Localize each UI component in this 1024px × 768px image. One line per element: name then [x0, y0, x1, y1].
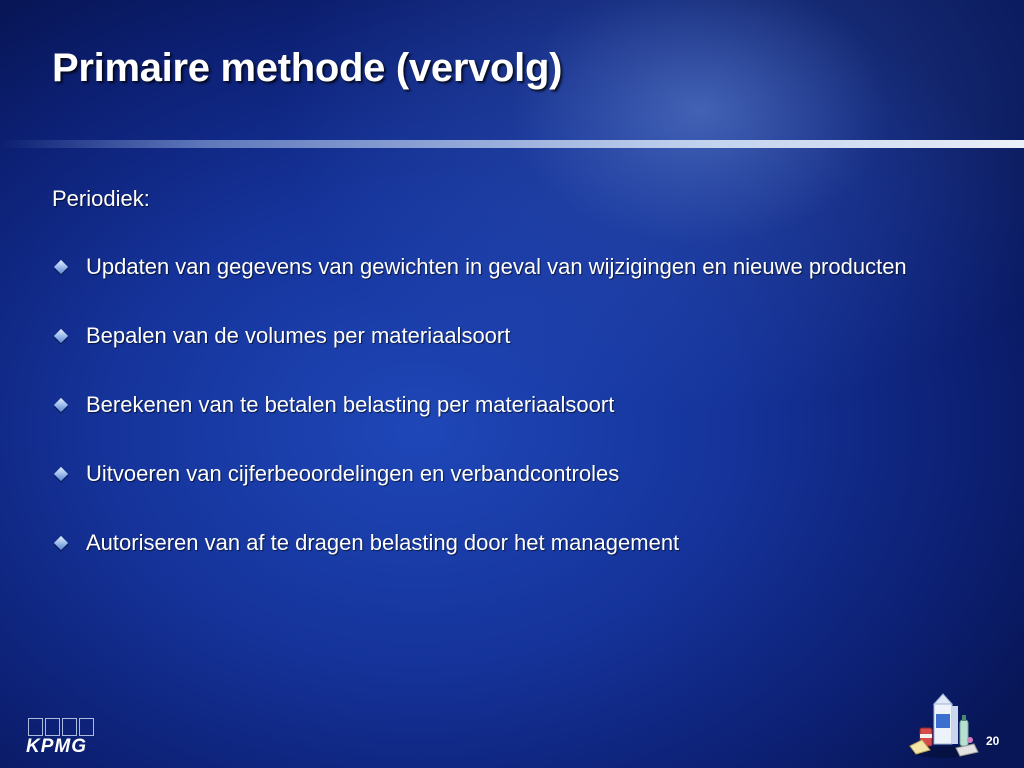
kpmg-logo: [26, 718, 106, 758]
slide-title: Primaire methode (vervolg): [52, 46, 563, 90]
title-divider: [0, 140, 1024, 148]
page-number: 20: [986, 734, 1000, 748]
diamond-bullet-icon: [54, 260, 68, 274]
bullet-item: [52, 390, 952, 420]
logo-text: KPMG: [26, 736, 87, 757]
products-illustration-icon: [908, 690, 980, 760]
logo-box: [62, 718, 77, 736]
slide-body: [52, 186, 952, 597]
bullet-item: [52, 528, 952, 558]
bullet-text: Berekenen van te betalen belasting per materiaalsoort: [86, 392, 615, 417]
diamond-bullet-icon: [54, 329, 68, 343]
logo-boxes: [28, 718, 106, 736]
bullet-list: [52, 252, 952, 558]
bullet-item: [52, 252, 952, 282]
logo-box: [45, 718, 60, 736]
diamond-bullet-icon: [54, 398, 68, 412]
bullet-text: Uitvoeren van cijferbeoordelingen en verbandcontroles: [86, 461, 620, 486]
bullet-text: Bepalen van de volumes per materiaalsoort: [86, 323, 511, 348]
bullet-text: Updaten van gegevens van gewichten in geval van wijzigingen en nieuwe producten: [86, 254, 907, 279]
diamond-bullet-icon: [54, 536, 68, 550]
bullet-item: [52, 321, 952, 351]
diamond-bullet-icon: [54, 467, 68, 481]
logo-box: [79, 718, 94, 736]
bullet-item: [52, 459, 952, 489]
logo-box: [28, 718, 43, 736]
bullet-text: Autoriseren van af te dragen belasting door het management: [86, 530, 680, 555]
intro-text: Periodiek:: [52, 186, 150, 211]
